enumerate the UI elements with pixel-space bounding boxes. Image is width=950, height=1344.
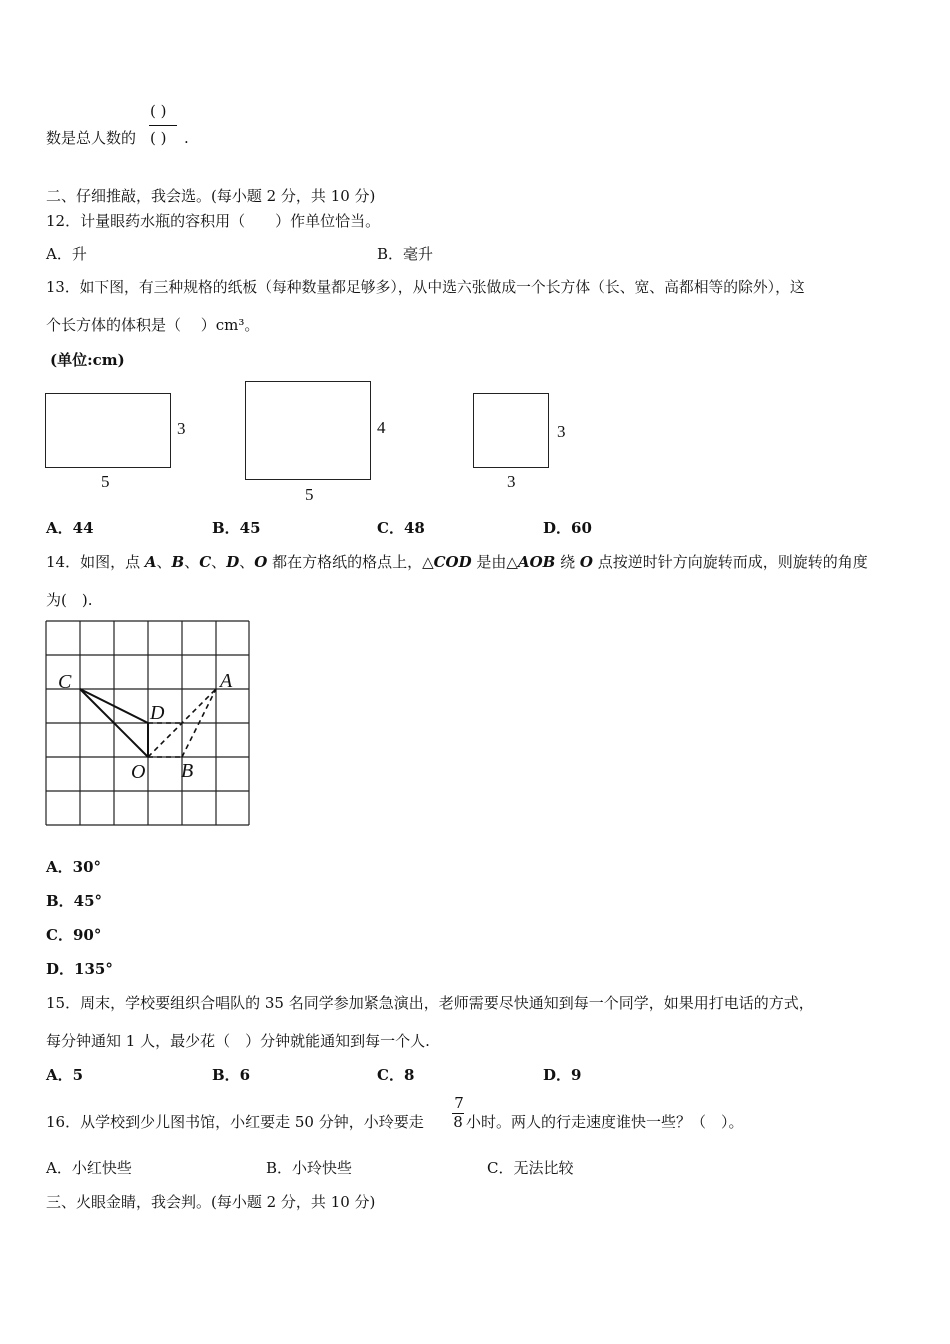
q16-option-a[interactable]: A．小红快些	[46, 1159, 132, 1177]
q14-part-6: 、	[211, 553, 227, 571]
q14-part-5: C	[199, 553, 212, 571]
board-5x4	[245, 381, 371, 480]
q14-part-1: A	[144, 553, 157, 571]
q14-option-d[interactable]: D．135°	[46, 960, 113, 978]
q11-paren-bottom: ( )	[150, 129, 167, 147]
label-c: C	[58, 671, 72, 693]
q14-part-8: 、	[239, 553, 255, 571]
q14-part-2: 、	[156, 553, 172, 571]
label-d: D	[150, 702, 165, 724]
q15-stem-line2: 每分钟通知 1 人，最少花（ ）分钟就能通知到每一个人.	[46, 1032, 430, 1050]
board-5x3	[45, 393, 171, 468]
q13-option-a[interactable]: A．44	[46, 519, 94, 537]
q14-part-11: COD	[433, 553, 472, 571]
q12-option-b[interactable]: B．毫升	[377, 245, 434, 263]
q14-part-13: AOB	[517, 553, 556, 571]
q13-stem-line2: 个长方体的体积是（ ）cm³。	[46, 316, 260, 334]
q11-end: .	[184, 129, 189, 147]
q14-part-9: O	[254, 553, 268, 571]
board-3x3-height: 3	[557, 422, 566, 441]
q14-part-14: 绕	[555, 553, 580, 571]
q14-option-a[interactable]: A．30°	[46, 858, 102, 876]
q14-option-c[interactable]: C．90°	[46, 926, 102, 944]
q15-option-d[interactable]: D．9	[543, 1066, 582, 1084]
board-3x3-width: 3	[507, 472, 516, 491]
q11-line-text: 数是总人数的	[46, 129, 137, 147]
q14-grid-figure	[40, 615, 260, 835]
q16-option-b[interactable]: B．小玲快些	[266, 1159, 353, 1177]
q14-stem-line2: 为( ).	[46, 591, 93, 609]
q13-option-b[interactable]: B．45	[212, 519, 261, 537]
label-b: B	[181, 760, 194, 782]
q13-stem-line1: 13．如下图，有三种规格的纸板（每种数量都足够多），从中选六张做成一个长方体（长、宽、高都相等的除外），这	[46, 279, 805, 296]
q15-option-c[interactable]: C．8	[377, 1066, 415, 1084]
q16-stem-after: 小时。两人的行走速度谁快一些？（ ）。	[466, 1113, 744, 1131]
q16-option-c[interactable]: C．无法比较	[487, 1159, 574, 1177]
q14-part-4: 、	[184, 553, 200, 571]
q13-option-d[interactable]: D．60	[543, 519, 592, 537]
board-5x3-width: 5	[101, 472, 110, 491]
q16-stem-before: 16．从学校到少儿图书馆，小红要走 50 分钟，小玲要走	[46, 1113, 424, 1131]
board-3x3	[473, 393, 549, 468]
q14-part-3: B	[171, 553, 185, 571]
q11-fraction-bar	[149, 125, 177, 126]
q12-option-a[interactable]: A．升	[46, 245, 87, 263]
q13-unit: (单位:cm)	[50, 351, 125, 369]
q16-frac-num: 7	[454, 1094, 464, 1112]
q13-option-c[interactable]: C．48	[377, 519, 425, 537]
q15-option-a[interactable]: A．5	[46, 1066, 84, 1084]
label-o: O	[131, 761, 146, 783]
q15-stem-line1: 15．周末，学校要组织合唱队的 35 名同学参加紧急演出，老师需要尽快通知到每一个同学，如果用打电话的方式，	[46, 994, 814, 1012]
q14-part-12: 是由△	[471, 553, 518, 571]
q11-paren-top: ( )	[150, 102, 167, 120]
q14-part-7: D	[226, 553, 240, 571]
board-5x3-height: 3	[177, 419, 186, 438]
section-2-heading: 二、仔细推敲，我会选。(每小题 2 分，共 10 分)	[46, 187, 376, 205]
q14-stem-line1	[46, 553, 868, 571]
q12-stem: 12．计量眼药水瓶的容积用（ ）作单位恰当。	[46, 212, 381, 230]
q15-option-b[interactable]: B．6	[212, 1066, 251, 1084]
q16-frac-den: 8	[453, 1113, 463, 1131]
q14-option-b[interactable]: B．45°	[46, 892, 103, 910]
q14-part-0: 14．如图，点	[46, 553, 145, 571]
board-5x4-height: 4	[377, 418, 386, 437]
q14-part-10: 都在方格纸的格点上，△	[267, 553, 434, 571]
label-a: A	[220, 670, 233, 692]
board-5x4-width: 5	[305, 485, 314, 504]
q14-part-16: 点按逆时针方向旋转而成，则旋转的角度	[592, 553, 868, 571]
q14-part-15: O	[579, 553, 593, 571]
section-3-heading: 三、火眼金睛，我会判。(每小题 2 分，共 10 分)	[46, 1193, 376, 1211]
